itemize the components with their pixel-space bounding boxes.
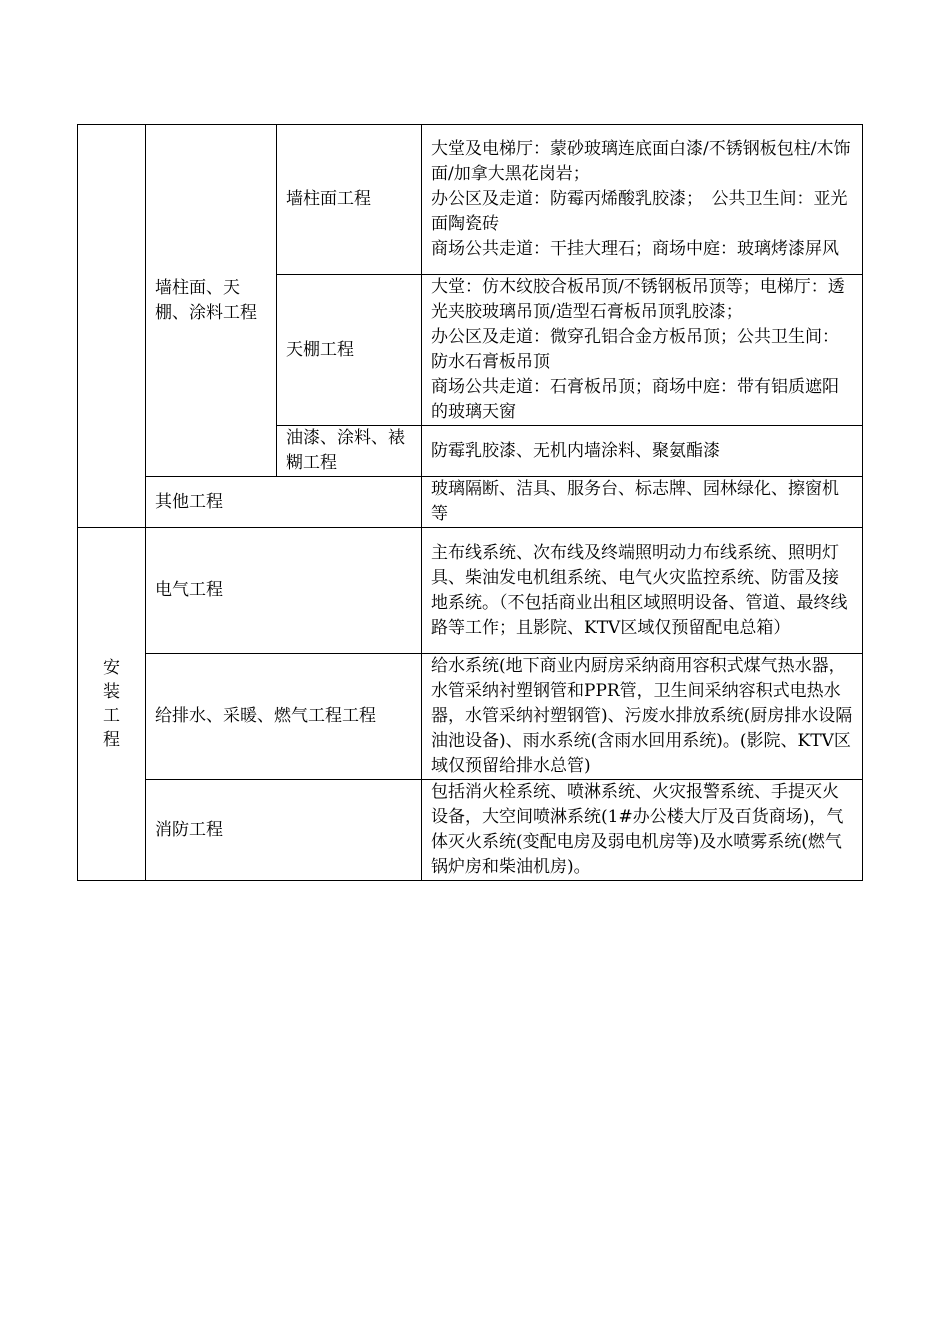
- item-desc-cell: [422, 780, 863, 881]
- item-name-cell: [277, 426, 422, 477]
- item-name-cell: [146, 528, 422, 654]
- desc-line: 商场公共走道：干挂大理石；商场中庭：玻璃烤漆屏风: [431, 239, 839, 259]
- item-desc-cell: [422, 477, 863, 528]
- empty-category-cell: [78, 125, 146, 528]
- item-name: 其他工程: [155, 491, 223, 512]
- install-category-cell: [78, 528, 146, 881]
- install-category-label: 安装工程: [103, 657, 120, 750]
- engineering-scope-table: [77, 124, 863, 881]
- desc-line: 办公区及走道：防霉丙烯酸乳胶漆； 公共卫生间：亚光面陶瓷砖: [431, 189, 848, 234]
- item-desc-cell: [422, 275, 863, 426]
- item-name-cell: [277, 275, 422, 426]
- desc-line: 大堂及电梯厅：蒙砂玻璃连底面白漆/不锈钢板包柱/木饰面/加拿大黑花岗岩；: [431, 139, 851, 184]
- item-name-cell: [277, 125, 422, 275]
- item-desc-cell: [422, 528, 863, 654]
- item-name: 消防工程: [155, 819, 223, 840]
- item-name: 电气工程: [155, 580, 223, 600]
- item-name-cell: [146, 654, 422, 780]
- table-row: [78, 125, 863, 275]
- desc-line: 商场公共走道：石膏板吊顶；商场中庭：带有铝质遮阳的玻璃天窗: [431, 377, 839, 422]
- item-desc: 防霉乳胶漆、无机内墙涂料、聚氨酯漆: [431, 440, 720, 461]
- desc-line: 大堂：仿木纹胶合板吊顶/不锈钢板吊顶等；电梯厅：透光夹胶玻璃吊顶/造型石膏板吊顶乳胶漆；: [431, 277, 845, 322]
- table-row: [78, 654, 863, 780]
- item-desc-cell: [422, 125, 863, 275]
- desc-line: 办公区及走道：微穿孔铝合金方板吊顶；公共卫生间：防水石膏板吊顶: [431, 327, 839, 372]
- wall-ceiling-paint-group-cell: [146, 125, 277, 477]
- item-desc: 玻璃隔断、洁具、服务台、标志牌、园林绿化、擦窗机等: [431, 479, 839, 524]
- group-label: 墙柱面、天棚、涂料工程: [155, 277, 257, 323]
- item-name-cell: [146, 477, 422, 528]
- item-name: 天棚工程: [286, 339, 354, 360]
- item-name: 给排水、采暖、燃气工程工程: [155, 706, 376, 726]
- item-desc: 给水系统(地下商业内厨房采纳商用容积式煤气热水器，水管采纳衬塑钢管和PPR管，卫生间采纳容积式电热水器，水管采纳衬塑钢管)、污废水排放系统(厨房排水设隔油池设备)、雨水系统(含雨水回用系统)。(影院、KTV区域仅预留给排水总管): [431, 656, 853, 776]
- item-name: 油漆、涂料、裱糊工程: [286, 428, 405, 473]
- item-desc: 主布线系统、次布线及终端照明动力布线系统、照明灯具、柴油发电机组系统、电气火灾监控系统、防雷及接地系统。（不包括商业出租区域照明设备、管道、最终线路等工作；且影院、KTV区域仅预留配电总箱）: [431, 542, 848, 638]
- item-name: 墙柱面工程: [286, 189, 371, 209]
- item-desc-cell: [422, 426, 863, 477]
- item-name-cell: [146, 780, 422, 881]
- item-desc-cell: [422, 654, 863, 780]
- table-row: [78, 780, 863, 881]
- table-row: [78, 477, 863, 528]
- table-row: [78, 528, 863, 654]
- item-desc: 包括消火栓系统、喷淋系统、火灾报警系统、手提灭火设备，大空间喷淋系统(1#办公楼大厅及百货商场)，气体灭火系统(变配电房及弱电机房等)及水喷雾系统(燃气锅炉房和柴油机房)。: [431, 782, 844, 877]
